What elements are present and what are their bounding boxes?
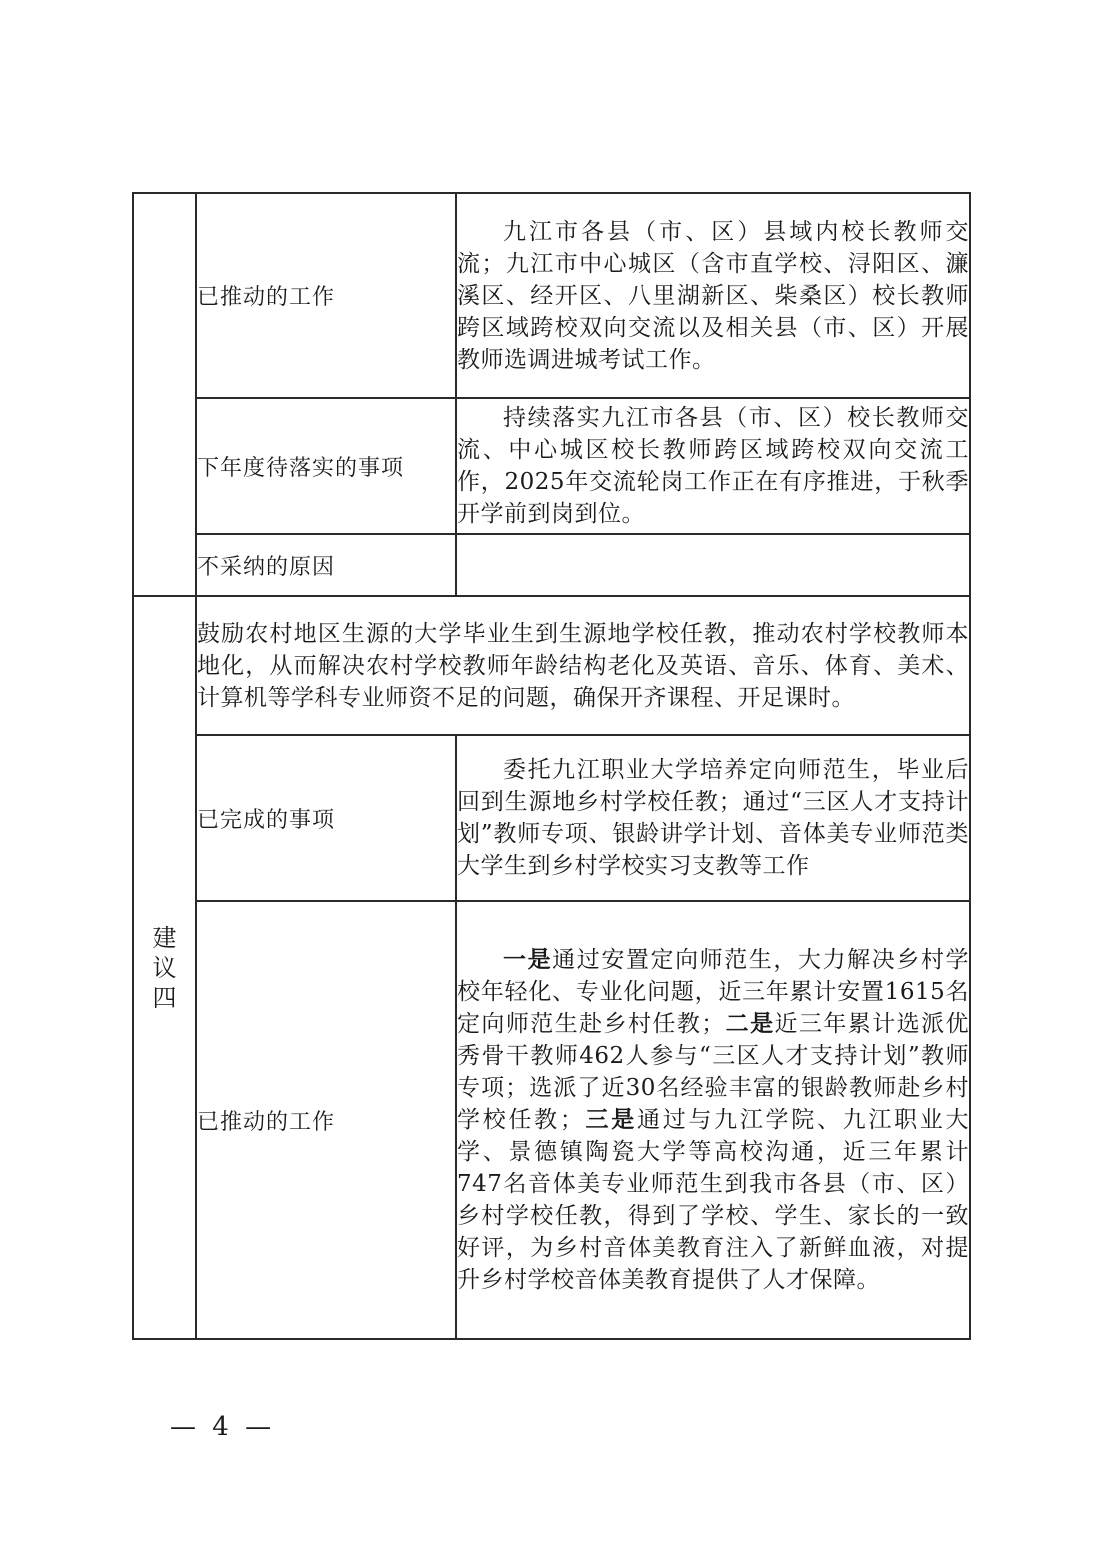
point-1-text: 通过安置定向师范生，大力解决乡村学校年轻化、专业化问题，近三年累计安置1615名定向师范生赴乡村任教； <box>457 947 970 1037</box>
progress-label-1: 已推动的工作 <box>196 193 456 398</box>
point-2-key: 二是 <box>724 1010 775 1037</box>
rejection-reason-label: 不采纳的原因 <box>196 534 456 596</box>
suggestion-4-char-1: 建 <box>152 923 177 952</box>
progress-text-1: 九江市各县（市、区）县域内校长教师交流；九江市中心城区（含市直学校、浔阳区、濂溪区、经开区、八里湖新区、柴桑区）校长教师跨区域跨校双向交流以及相关县（市、区）开展教师选调进城考试工作。 <box>456 193 970 398</box>
point-3-text: 通过与九江学院、九江职业大学、景德镇陶瓷大学等高校沟通，近三年累计747名音体美专业师范生到我市各县（市、区）乡村学校任教，得到了学校、学生、家长的一致好评，为乡村音体美教育注入了新鲜血液，对提升乡村学校音体美教育提供了人才保障。 <box>457 1107 970 1293</box>
point-1-key: 一是 <box>503 946 553 973</box>
progress-text-2 <box>456 901 970 1339</box>
suggestion-4-label <box>133 596 196 1339</box>
progress-label-2: 已推动的工作 <box>196 901 456 1339</box>
rejection-reason-text <box>456 534 970 596</box>
next-year-label: 下年度待落实的事项 <box>196 398 456 534</box>
completed-label: 已完成的事项 <box>196 735 456 901</box>
suggestion-4-char-2: 议 <box>152 953 177 982</box>
point-2-text: 近三年累计选派优秀骨干教师462人参与“三区人才支持计划”教师专项；选派了近30名经验丰富的银龄教师赴乡村学校任教； <box>457 1011 970 1133</box>
suggestion-4-char-3: 四 <box>152 983 177 1012</box>
previous-suggestion-cell <box>133 193 196 596</box>
next-year-text: 持续落实九江市各县（市、区）校长教师交流、中心城区校长教师跨区域跨校双向交流工作，2025年交流轮岗工作正在有序推进，于秋季开学前到岗到位。 <box>456 398 970 534</box>
suggestion-table <box>132 192 971 1340</box>
suggestion-4-summary: 鼓励农村地区生源的大学毕业生到生源地学校任教，推动农村学校教师本地化，从而解决农村学校教师年龄结构老化及英语、音乐、体育、美术、计算机等学科专业师资不足的问题，确保开齐课程、开足课时。 <box>196 596 970 735</box>
page-number: — 4 — <box>170 1412 276 1442</box>
completed-text: 委托九江职业大学培养定向师范生，毕业后回到生源地乡村学校任教；通过“三区人才支持计划”教师专项、银龄讲学计划、音体美专业师范类大学生到乡村学校实习支教等工作 <box>456 735 970 901</box>
point-3-key: 三是 <box>583 1106 637 1133</box>
